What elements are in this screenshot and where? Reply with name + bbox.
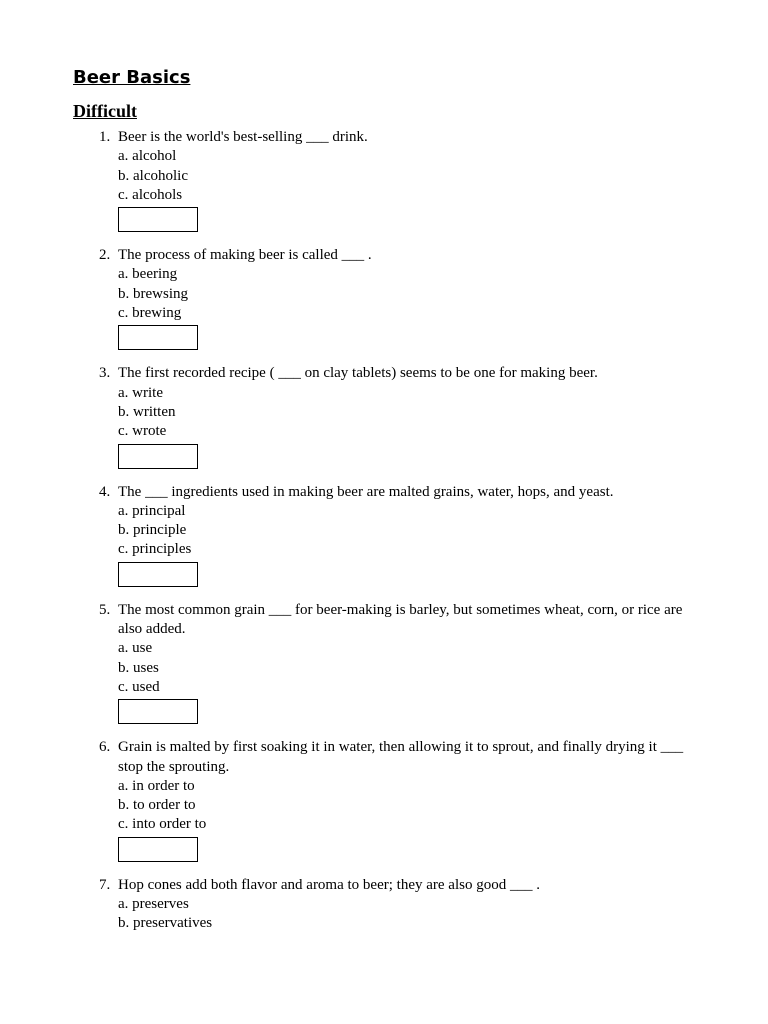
option-c: c. used xyxy=(118,678,160,695)
answer-input-4[interactable] xyxy=(118,562,198,587)
question-number: 1. xyxy=(99,129,111,145)
question-text: Grain is malted by first soaking it in water, then allowing it to sprout, and finally drying it ___ stop the sprouting. xyxy=(118,739,684,775)
question-number: 6. xyxy=(99,739,111,756)
option-c: c. principles xyxy=(118,541,192,558)
option-a: a. beering xyxy=(118,266,178,283)
question-7 xyxy=(73,876,693,934)
question-text: The first recorded recipe ( ___ on clay tablets) seems to be one for making beer. xyxy=(118,365,598,382)
option-a: a. alcohol xyxy=(118,148,177,165)
question-2 xyxy=(73,246,693,350)
question-number: 4. xyxy=(99,483,111,500)
question-text: The ___ ingredients used in making beer are malted grains, water, hops, and yeast. xyxy=(118,483,614,500)
option-b: b. preservatives xyxy=(118,915,213,932)
option-a: a. write xyxy=(118,384,163,401)
question-text: The most common grain ___ for beer-making is barley, but sometimes wheat, corn, or rice are also added. xyxy=(118,601,683,638)
option-b: b. brewsing xyxy=(118,285,188,302)
option-a: a. preserves xyxy=(118,896,189,913)
option-a: a. use xyxy=(118,640,153,657)
question-1 xyxy=(73,128,693,232)
answer-input-2[interactable] xyxy=(118,325,198,350)
option-b: b. uses xyxy=(118,659,159,676)
difficulty-level: Difficult xyxy=(73,101,137,121)
answer-input-6[interactable] xyxy=(118,837,198,862)
question-text: Beer is the world's best-selling ___ drink. xyxy=(118,129,368,145)
page-title: Beer Basics xyxy=(73,67,191,88)
question-6 xyxy=(73,738,693,861)
question-number: 5. xyxy=(99,601,111,618)
option-c: c. into order to xyxy=(118,816,207,833)
option-a: a. principal xyxy=(118,502,186,519)
question-number: 2. xyxy=(99,247,111,264)
option-a: a. in order to xyxy=(118,777,195,794)
question-number: 3. xyxy=(99,365,111,382)
question-text: The process of making beer is called ___ . xyxy=(118,247,372,264)
answer-input-5[interactable] xyxy=(118,699,198,724)
question-5 xyxy=(73,601,693,724)
option-b: b. principle xyxy=(118,522,187,539)
question-4 xyxy=(73,483,693,587)
option-b: b. alcoholic xyxy=(118,167,188,184)
option-c: c. wrote xyxy=(118,423,167,440)
option-b: b. written xyxy=(118,403,176,420)
question-number: 7. xyxy=(99,876,111,893)
answer-input-1[interactable] xyxy=(118,207,198,232)
option-c: c. brewing xyxy=(118,305,182,322)
question-text: Hop cones add both flavor and aroma to beer; they are also good ___ . xyxy=(118,876,540,893)
question-list xyxy=(73,128,693,934)
answer-input-3[interactable] xyxy=(118,444,198,469)
question-3 xyxy=(73,364,693,468)
quiz-page xyxy=(73,66,693,948)
option-b: b. to order to xyxy=(118,797,196,814)
option-c: c. alcohols xyxy=(118,186,183,203)
